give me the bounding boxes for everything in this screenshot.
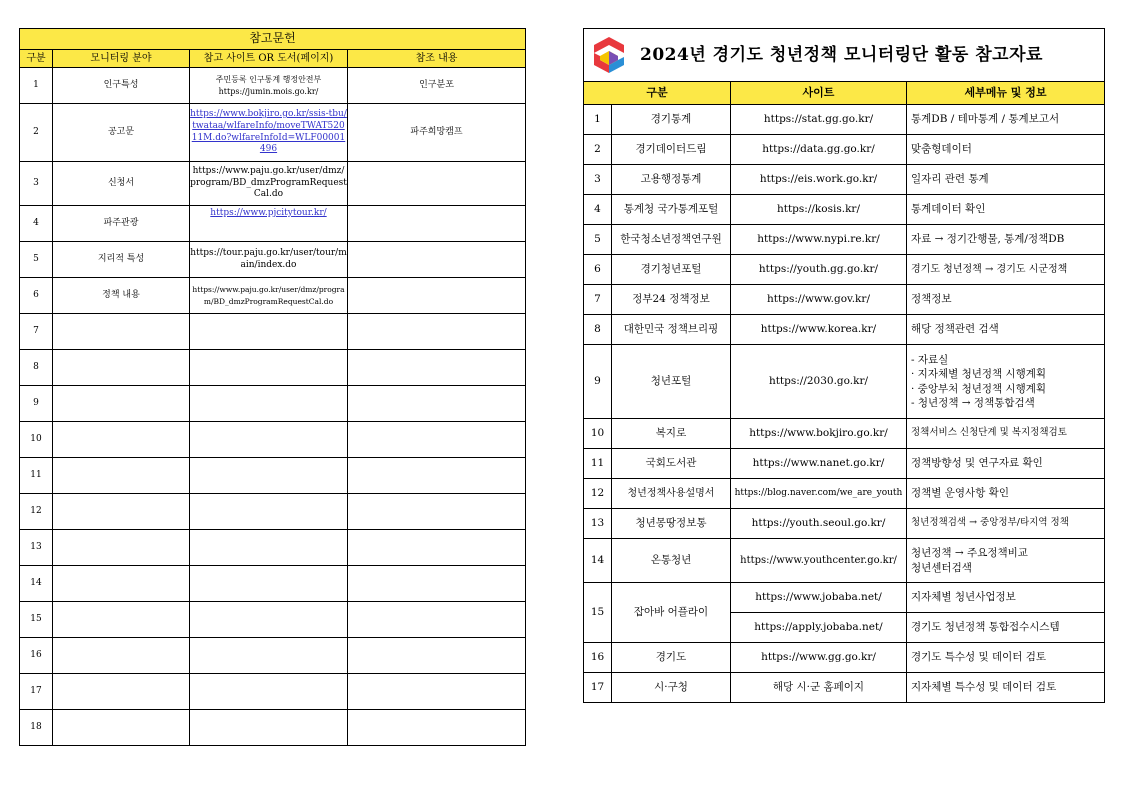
row-num: 7 [584,285,612,315]
resource-table [583,28,1105,703]
row-detail: 경기도 청년정책 → 경기도 시군정책 [907,255,1105,285]
resource-banner [584,29,1105,82]
row-field: 신청서 [53,162,190,206]
row-name: 온통청년 [612,539,731,583]
table-row [584,135,1105,165]
row-name: 시·구청 [612,673,731,703]
row-num: 2 [584,135,612,165]
reference-table-title: 참고문헌 [20,29,526,50]
table-row [20,602,526,638]
header-detail: 세부메뉴 및 정보 [907,82,1105,105]
table-row [20,314,526,350]
row-num: 9 [584,345,612,419]
row-site: https://www.gov.kr/ [731,285,907,315]
row-name: 고용행정통계 [612,165,731,195]
row-site: https://kosis.kr/ [731,195,907,225]
row-num: 14 [20,566,53,602]
table-row [584,479,1105,509]
row-detail: 일자리 관련 통계 [907,165,1105,195]
row-name: 청년몽땅정보통 [612,509,731,539]
table-row [20,162,526,206]
row-site: 해당 시·군 홈페이지 [731,673,907,703]
row-name: 국회도서관 [612,449,731,479]
row-site [190,206,348,242]
row-detail: 맞춤형데이터 [907,135,1105,165]
detail-line: - 청년정책 → 정책통합검색 [911,396,1035,409]
header-field: 모니터링 분야 [53,50,190,68]
row-ref [348,206,526,242]
row-name: 경기데이터드림 [612,135,731,165]
row-num: 16 [20,638,53,674]
row-site: https://tour.paju.go.kr/user/tour/main/index.do [190,242,348,278]
row-site: https://www.bokjiro.go.kr/ [731,419,907,449]
table-row [584,449,1105,479]
row-field: 파주관광 [53,206,190,242]
header-num: 구분 [20,50,53,68]
row-site-link[interactable]: https://www.pjcitytour.kr/ [210,208,327,218]
row-site: https://www.jobaba.net/ [731,583,907,613]
row-num: 4 [20,206,53,242]
row-num: 14 [584,539,612,583]
table-row [20,530,526,566]
row-num: 3 [584,165,612,195]
row-field: 정책 내용 [53,278,190,314]
row-name: 청년포털 [612,345,731,419]
row-detail [907,539,1105,583]
row-name: 청년정책사용설명서 [612,479,731,509]
table-row [20,458,526,494]
row-num: 5 [20,242,53,278]
table-row [20,386,526,422]
page-title: 2024년 경기도 청년정책 모니터링단 활동 참고자료 [640,44,1043,65]
row-detail: 자료 → 정기간행물, 통계/정책DB [907,225,1105,255]
table-row [584,643,1105,673]
row-num: 6 [584,255,612,285]
row-field: 인구특성 [53,68,190,104]
detail-line: · 중앙부처 청년정책 시행계획 [911,382,1047,395]
row-site: https://eis.work.go.kr/ [731,165,907,195]
table-row [584,255,1105,285]
row-site: https://www.youthcenter.go.kr/ [731,539,907,583]
row-num: 12 [584,479,612,509]
table-row [584,345,1105,419]
reference-table-header [20,50,526,68]
row-num: 13 [584,509,612,539]
detail-line: 청년센터검색 [911,561,972,574]
row-num: 17 [20,674,53,710]
row-name: 경기도 [612,643,731,673]
row-num: 5 [584,225,612,255]
row-name: 잡아바 어플라이 [612,583,731,643]
row-detail: 지자체별 청년사업정보 [907,583,1105,613]
row-site: https://blog.naver.com/we_are_youth [731,479,907,509]
row-site: https://2030.go.kr/ [731,345,907,419]
row-num: 3 [20,162,53,206]
row-num: 1 [20,68,53,104]
table-row [20,350,526,386]
table-row [20,206,526,242]
row-num: 12 [20,494,53,530]
table-row [584,315,1105,345]
row-ref [348,278,526,314]
table-row [584,165,1105,195]
row-site: https://youth.gg.go.kr/ [731,255,907,285]
row-detail: 통계DB / 테마통계 / 통계보고서 [907,105,1105,135]
row-detail: 경기도 청년정책 통합접수시스템 [907,613,1105,643]
table-row [20,494,526,530]
header-ref: 참조 내용 [348,50,526,68]
row-num: 11 [20,458,53,494]
row-site: https://data.gg.go.kr/ [731,135,907,165]
row-detail: 해당 정책관련 검색 [907,315,1105,345]
row-site: https://stat.gg.go.kr/ [731,105,907,135]
row-field: 지리적 특성 [53,242,190,278]
row-detail [907,345,1105,419]
row-detail: 지자체별 특수성 및 데이터 검토 [907,673,1105,703]
header-site: 사이트 [731,82,907,105]
row-site-url: https://jumin.mois.go.kr/ [218,86,319,96]
row-name: 대한민국 정책브리핑 [612,315,731,345]
reference-table [19,28,526,746]
detail-line: - 자료실 [911,354,949,367]
row-ref: 인구분포 [348,68,526,104]
row-num: 16 [584,643,612,673]
gyeonggi-cube-logo-icon [592,36,626,74]
row-num: 9 [20,386,53,422]
row-ref [348,242,526,278]
row-site [190,104,348,162]
row-detail: 통계데이터 확인 [907,195,1105,225]
table-row [20,674,526,710]
row-detail: 정책별 운영사항 확인 [907,479,1105,509]
table-row [20,104,526,162]
resource-table-header [584,82,1105,105]
table-row [20,68,526,104]
row-detail: 정책방향성 및 연구자료 확인 [907,449,1105,479]
detail-line: 청년정책 → 주요정책비교 [911,547,1028,560]
row-site: https://apply.jobaba.net/ [731,613,907,643]
row-num: 4 [584,195,612,225]
row-name: 한국청소년정책연구원 [612,225,731,255]
table-row [20,710,526,746]
row-site: https://www.nanet.go.kr/ [731,449,907,479]
table-row [584,195,1105,225]
table-row [20,278,526,314]
table-row [20,422,526,458]
row-num: 8 [20,350,53,386]
row-site: https://youth.seoul.go.kr/ [731,509,907,539]
row-name: 정부24 정책정보 [612,285,731,315]
row-site: https://www.gg.go.kr/ [731,643,907,673]
row-name: 경기청년포털 [612,255,731,285]
table-row [584,509,1105,539]
row-num: 13 [20,530,53,566]
row-name: 통계청 국가통계포털 [612,195,731,225]
row-site: https://www.paju.go.kr/user/dmz/program/BD_dmzProgramRequestCal.do [190,278,348,314]
table-row [584,583,1105,613]
row-name: 복지로 [612,419,731,449]
row-num: 10 [584,419,612,449]
row-num: 17 [584,673,612,703]
header-category: 구분 [584,82,731,105]
row-ref [348,162,526,206]
table-row [20,566,526,602]
row-num: 10 [20,422,53,458]
row-site: https://www.nypi.re.kr/ [731,225,907,255]
table-row [20,638,526,674]
row-detail: 청년정책검색 → 중앙정부/타지역 정책 [907,509,1105,539]
row-num: 18 [20,710,53,746]
row-ref: 파주희망캠프 [348,104,526,162]
row-num: 7 [20,314,53,350]
row-num: 15 [20,602,53,638]
row-field: 공고문 [53,104,190,162]
row-site: https://www.korea.kr/ [731,315,907,345]
row-num: 2 [20,104,53,162]
row-num: 8 [584,315,612,345]
row-site-title: 주민등록 인구통계 행정안전부 [215,74,322,84]
row-num: 1 [584,105,612,135]
row-site: https://www.paju.go.kr/user/dmz/program/BD_dmzProgramRequestCal.do [190,162,348,206]
detail-line: · 지자체별 청년정책 시행계획 [911,368,1047,381]
table-row [584,105,1105,135]
table-row [584,285,1105,315]
row-detail: 정책정보 [907,285,1105,315]
row-num: 15 [584,583,612,643]
table-row [584,225,1105,255]
row-detail: 경기도 특수성 및 데이터 검토 [907,643,1105,673]
row-site [190,68,348,104]
row-site-link[interactable]: https://www.bokjiro.go.kr/ssis-tbu/twataa/wlfareInfo/moveTWAT52011M.do?wlfareInfoId=WLF00001496 [190,109,347,155]
table-row [584,419,1105,449]
row-num: 6 [20,278,53,314]
row-num: 11 [584,449,612,479]
row-name: 경기통계 [612,105,731,135]
row-detail: 정책서비스 신청단계 및 복지정책검토 [907,419,1105,449]
table-row [584,673,1105,703]
table-row [20,242,526,278]
table-row [584,539,1105,583]
header-site: 참고 사이트 OR 도서(페이지) [190,50,348,68]
